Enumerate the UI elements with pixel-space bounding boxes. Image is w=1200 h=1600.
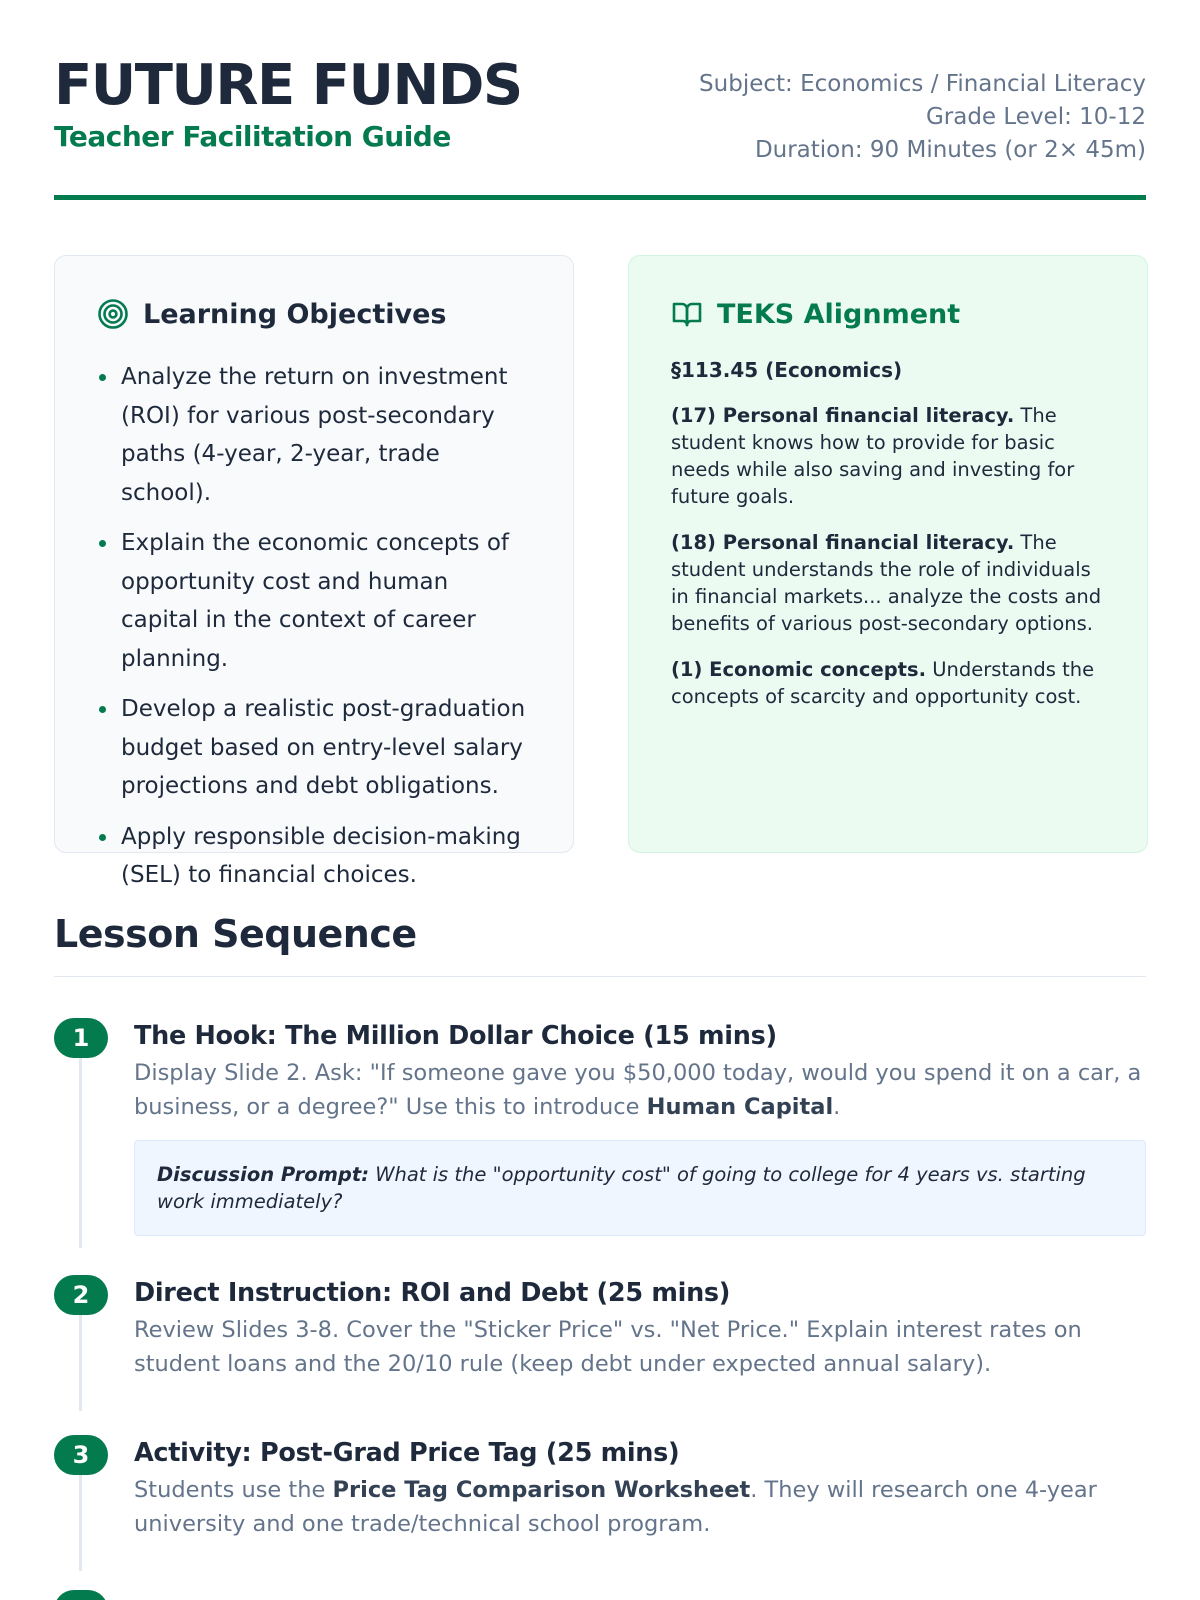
page-subtitle: Teacher Facilitation Guide xyxy=(54,120,451,153)
step-title: The Hook: The Million Dollar Choice (15 mins) xyxy=(134,1021,777,1051)
book-open-icon xyxy=(671,298,703,330)
section-divider xyxy=(54,976,1146,977)
meta-subject: Subject: Economics / Financial Literacy xyxy=(699,71,1146,97)
step-number-badge: 3 xyxy=(54,1435,108,1475)
objective-item xyxy=(97,358,531,512)
learning-objectives-header xyxy=(97,296,531,332)
teks-standard-text: The student understands the role of individuals in financial markets... analyze the costs and benefits of various post-secondary options. xyxy=(671,531,1102,635)
objective-item xyxy=(97,818,531,895)
lesson-step xyxy=(54,1435,1146,1555)
step-text-part: Students use the xyxy=(134,1477,333,1503)
header xyxy=(54,54,1146,200)
objective-text: Develop a realistic post-graduation budget based on entry-level salary projections and debt obligations. xyxy=(121,696,526,799)
step-content xyxy=(134,1275,1146,1381)
learning-objectives-title: Learning Objectives xyxy=(143,298,447,330)
step-text-part: . xyxy=(833,1094,841,1120)
step-title: Direct Instruction: ROI and Debt (25 mins) xyxy=(134,1278,731,1308)
teks-standard-label: (1) Economic concepts. xyxy=(671,658,927,681)
objectives-list xyxy=(97,358,531,895)
prompt-text: What is the "opportunity cost" of going to college for 4 years vs. starting work immediately? xyxy=(157,1163,1086,1213)
teks-standard xyxy=(671,656,1105,710)
teks-standard-text: The student knows how to provide for basic needs while also saving and investing for future goals. xyxy=(671,404,1075,508)
step-title: Activity: Post-Grad Price Tag (25 mins) xyxy=(134,1438,680,1468)
step-description: Review Slides 3-8. Cover the "Sticker Price" vs. "Net Price." Explain interest rates on student loans and the 20/10 rule (keep debt under expected annual salary). xyxy=(134,1317,1082,1377)
target-icon xyxy=(97,298,129,330)
bullet-icon xyxy=(99,706,106,713)
prompt-label: Discussion Prompt: xyxy=(157,1163,369,1186)
timeline-connector xyxy=(79,1058,82,1248)
step-text-part: . They will research one 4-year university and one trade/technical school program. xyxy=(134,1477,1097,1537)
timeline-connector xyxy=(79,1315,82,1411)
step-text-emphasis: Price Tag Comparison Worksheet xyxy=(332,1477,751,1503)
objective-text: Explain the economic concepts of opportunity cost and human capital in the context of career planning. xyxy=(121,530,510,672)
step-number-badge: 2 xyxy=(54,1275,108,1315)
lesson-step xyxy=(54,1018,1146,1234)
lesson-meta xyxy=(699,68,1146,167)
step-number-badge-partial xyxy=(54,1590,108,1600)
teks-code: §113.45 (Economics) xyxy=(671,358,903,382)
teks-alignment-title: TEKS Alignment xyxy=(717,298,961,330)
objective-item xyxy=(97,690,531,806)
page-title: FUTURE FUNDS xyxy=(54,53,522,118)
learning-objectives-card xyxy=(54,255,574,888)
step-description xyxy=(134,1056,1146,1124)
teks-standard-label: (17) Personal financial literacy. xyxy=(671,404,1015,427)
discussion-prompt-box xyxy=(134,1140,1146,1236)
teks-alignment-header xyxy=(671,296,1105,332)
teks-standard xyxy=(671,529,1105,637)
teks-standard-label: (18) Personal financial literacy. xyxy=(671,531,1015,554)
objective-text: Apply responsible decision-making (SEL) to financial choices. xyxy=(121,823,521,888)
lesson-sequence-title: Lesson Sequence xyxy=(54,912,417,956)
timeline-connector xyxy=(79,1475,82,1571)
teks-alignment-card xyxy=(628,255,1148,853)
bullet-icon xyxy=(99,374,106,381)
step-number-badge: 1 xyxy=(54,1018,108,1058)
step-description xyxy=(134,1473,1146,1541)
objective-item xyxy=(97,524,531,678)
teks-standard-text: Understands the concepts of scarcity and opportunity cost. xyxy=(671,658,1095,708)
step-text-part: Display Slide 2. Ask: "If someone gave you $50,000 today, would you spend it on a car, a business, or a degree?" Use this to introduce xyxy=(134,1060,1142,1120)
meta-duration: Duration: 90 Minutes (or 2× 45m) xyxy=(754,137,1146,163)
step-content xyxy=(134,1018,1146,1236)
bullet-icon xyxy=(99,834,106,841)
step-text-emphasis: Human Capital xyxy=(646,1094,834,1120)
teks-standard xyxy=(671,402,1105,510)
bullet-icon xyxy=(99,540,106,547)
step-content xyxy=(134,1435,1146,1541)
meta-grade: Grade Level: 10-12 xyxy=(925,104,1146,130)
objective-text: Analyze the return on investment (ROI) for various post-secondary paths (4-year, 2-year, trade school). xyxy=(121,364,508,506)
lesson-step xyxy=(54,1275,1146,1395)
